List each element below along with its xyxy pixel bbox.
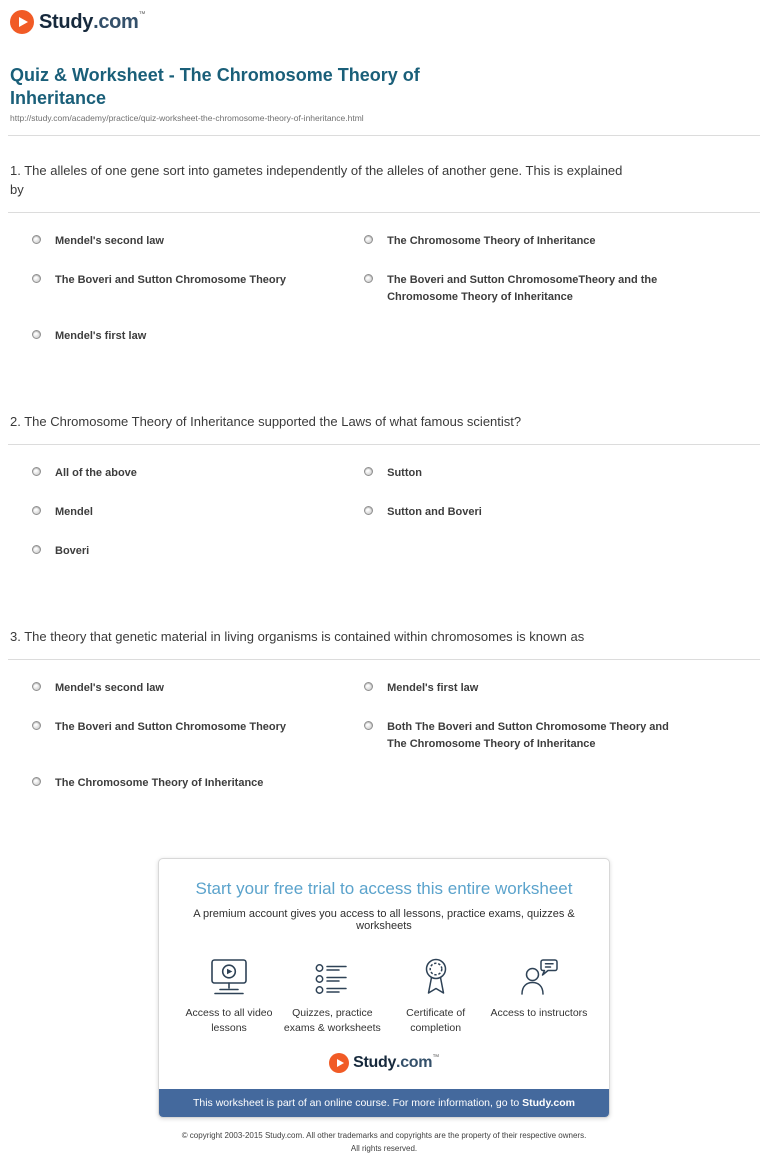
play-icon xyxy=(329,1053,349,1073)
option-cell xyxy=(32,775,364,814)
radio-button[interactable] xyxy=(32,467,41,476)
question-2 xyxy=(0,413,768,582)
feature-label: Access to instructors xyxy=(490,1006,588,1019)
radio-button[interactable] xyxy=(32,506,41,515)
answer-option[interactable] xyxy=(364,719,726,753)
question-3-options xyxy=(0,660,768,814)
quizzes-worksheets-icon xyxy=(314,954,350,996)
option-label[interactable]: The Boveri and Sutton Chromosome Theory xyxy=(55,720,287,733)
question-3 xyxy=(0,628,768,814)
feature-list xyxy=(159,932,609,1035)
answer-option[interactable] xyxy=(364,680,726,697)
source-url: http://study.com/academy/practice/quiz-worksheet-the-chromosome-theory-of-inheritance.html xyxy=(10,113,364,123)
answer-option[interactable] xyxy=(32,272,336,289)
option-cell xyxy=(32,233,364,272)
feature-video-lessons xyxy=(179,954,279,1035)
option-row xyxy=(32,543,754,582)
radio-button[interactable] xyxy=(32,777,41,786)
option-label[interactable]: The Chromosome Theory of Inheritance xyxy=(387,234,596,247)
study-logo-footer[interactable] xyxy=(159,1053,609,1073)
option-row xyxy=(32,272,754,328)
logo-name: Study xyxy=(39,10,94,33)
radio-button[interactable] xyxy=(364,721,373,730)
question-2-options xyxy=(0,445,768,582)
option-label[interactable]: Both The Boveri and Sutton Chromosome Theory and The Chromosome Theory of Inheritance xyxy=(387,720,669,750)
feature-quizzes xyxy=(282,954,382,1035)
answer-option[interactable] xyxy=(32,465,336,482)
option-label[interactable]: Mendel xyxy=(55,505,93,518)
page-title: Quiz & Worksheet - The Chromosome Theory of Inheritance xyxy=(10,65,420,108)
copyright-notice xyxy=(0,1130,768,1156)
feature-label: Quizzes, practice exams & worksheets xyxy=(283,1006,381,1034)
option-cell xyxy=(32,465,364,504)
option-label[interactable]: Boveri xyxy=(55,544,90,557)
feature-certificate xyxy=(386,954,486,1035)
option-cell xyxy=(364,233,754,272)
trademark-mark: ™ xyxy=(432,1054,439,1062)
option-cell xyxy=(364,543,754,582)
option-label[interactable]: All of the above xyxy=(55,466,137,479)
option-cell xyxy=(32,719,364,775)
option-cell xyxy=(364,465,754,504)
radio-button[interactable] xyxy=(32,330,41,339)
video-lessons-icon xyxy=(206,954,252,996)
option-row xyxy=(32,775,754,814)
question-text: 3. The theory that genetic material in living organisms is contained within chromosomes is known as xyxy=(10,628,585,644)
option-cell xyxy=(364,775,754,814)
answer-option[interactable] xyxy=(32,775,336,792)
answer-option[interactable] xyxy=(364,465,726,482)
option-cell xyxy=(32,328,364,367)
question-1 xyxy=(0,162,768,367)
trademark-mark: ™ xyxy=(138,10,146,18)
question-1-options xyxy=(0,213,768,367)
option-row xyxy=(32,465,754,504)
option-cell xyxy=(364,680,754,719)
answer-option[interactable] xyxy=(364,272,726,306)
certificate-icon xyxy=(420,954,452,996)
question-text: 2. The Chromosome Theory of Inheritance supported the Laws of what famous scientist? xyxy=(10,413,522,429)
study-com-link[interactable]: Study.com xyxy=(522,1097,576,1110)
answer-option[interactable] xyxy=(32,328,336,345)
copyright-line-2: All rights reserved. xyxy=(350,1144,418,1154)
radio-button[interactable] xyxy=(32,274,41,283)
radio-button[interactable] xyxy=(32,235,41,244)
question-1-header xyxy=(8,162,760,213)
option-row xyxy=(32,328,754,367)
option-row xyxy=(32,233,754,272)
answer-option[interactable] xyxy=(364,233,726,250)
logo-tld: .com xyxy=(396,1054,433,1072)
option-label[interactable]: Mendel's first law xyxy=(55,329,147,342)
radio-button[interactable] xyxy=(364,274,373,283)
logo-text xyxy=(39,11,145,34)
answer-option[interactable] xyxy=(32,719,336,736)
feature-instructors xyxy=(489,954,589,1035)
course-info-bar xyxy=(159,1089,609,1117)
question-text: 1. The alleles of one gene sort into gametes independently of the alleles of another gene. This is explained by xyxy=(10,163,623,197)
option-label[interactable]: Mendel's second law xyxy=(55,681,164,694)
option-label[interactable]: The Boveri and Sutton ChromosomeTheory and the Chromosome Theory of Inheritance xyxy=(387,273,658,303)
question-3-header xyxy=(8,628,760,660)
radio-button[interactable] xyxy=(32,682,41,691)
option-row xyxy=(32,504,754,543)
option-label[interactable]: Mendel's first law xyxy=(387,681,479,694)
option-cell xyxy=(364,272,754,328)
question-2-header xyxy=(8,413,760,445)
option-cell xyxy=(32,543,364,582)
trial-card-title: Start your free trial to access this entire worksheet xyxy=(195,878,573,898)
option-label[interactable]: The Chromosome Theory of Inheritance xyxy=(55,776,264,789)
radio-button[interactable] xyxy=(364,235,373,244)
logo-tld: .com xyxy=(93,10,139,33)
feature-label: Access to all video lessons xyxy=(185,1006,273,1034)
option-cell xyxy=(364,719,754,775)
option-label[interactable]: Mendel's second law xyxy=(55,234,164,247)
option-label[interactable]: Sutton xyxy=(387,466,422,479)
option-row xyxy=(32,680,754,719)
radio-button[interactable] xyxy=(32,721,41,730)
instructors-icon xyxy=(519,954,559,996)
course-info-text: This worksheet is part of an online course. For more information, go to xyxy=(192,1097,523,1110)
option-row xyxy=(32,719,754,775)
divider xyxy=(8,135,760,136)
free-trial-card xyxy=(158,858,610,1118)
study-logo[interactable] xyxy=(0,10,155,34)
copyright-line-1: © copyright 2003-2015 Study.com. All other trademarks and copyrights are the property of their respective owners. xyxy=(181,1131,587,1141)
play-icon xyxy=(10,10,34,34)
answer-option[interactable] xyxy=(32,504,336,521)
radio-button[interactable] xyxy=(32,545,41,554)
option-cell xyxy=(32,272,364,328)
radio-button[interactable] xyxy=(364,506,373,515)
option-cell xyxy=(364,504,754,543)
option-label[interactable]: The Boveri and Sutton Chromosome Theory xyxy=(55,273,287,286)
option-cell xyxy=(32,504,364,543)
answer-option[interactable] xyxy=(32,233,336,250)
answer-option[interactable] xyxy=(364,504,726,521)
option-label[interactable]: Sutton and Boveri xyxy=(387,505,482,518)
answer-option[interactable] xyxy=(32,680,336,697)
feature-label: Certificate of completion xyxy=(406,1006,466,1034)
radio-button[interactable] xyxy=(364,682,373,691)
logo-name: Study xyxy=(353,1054,397,1072)
trial-card-subtitle: A premium account gives you access to all lessons, practice exams, quizzes & worksheets xyxy=(193,907,575,932)
option-cell xyxy=(32,680,364,719)
logo-text xyxy=(353,1054,439,1072)
option-cell xyxy=(364,328,754,367)
radio-button[interactable] xyxy=(364,467,373,476)
answer-option[interactable] xyxy=(32,543,336,560)
